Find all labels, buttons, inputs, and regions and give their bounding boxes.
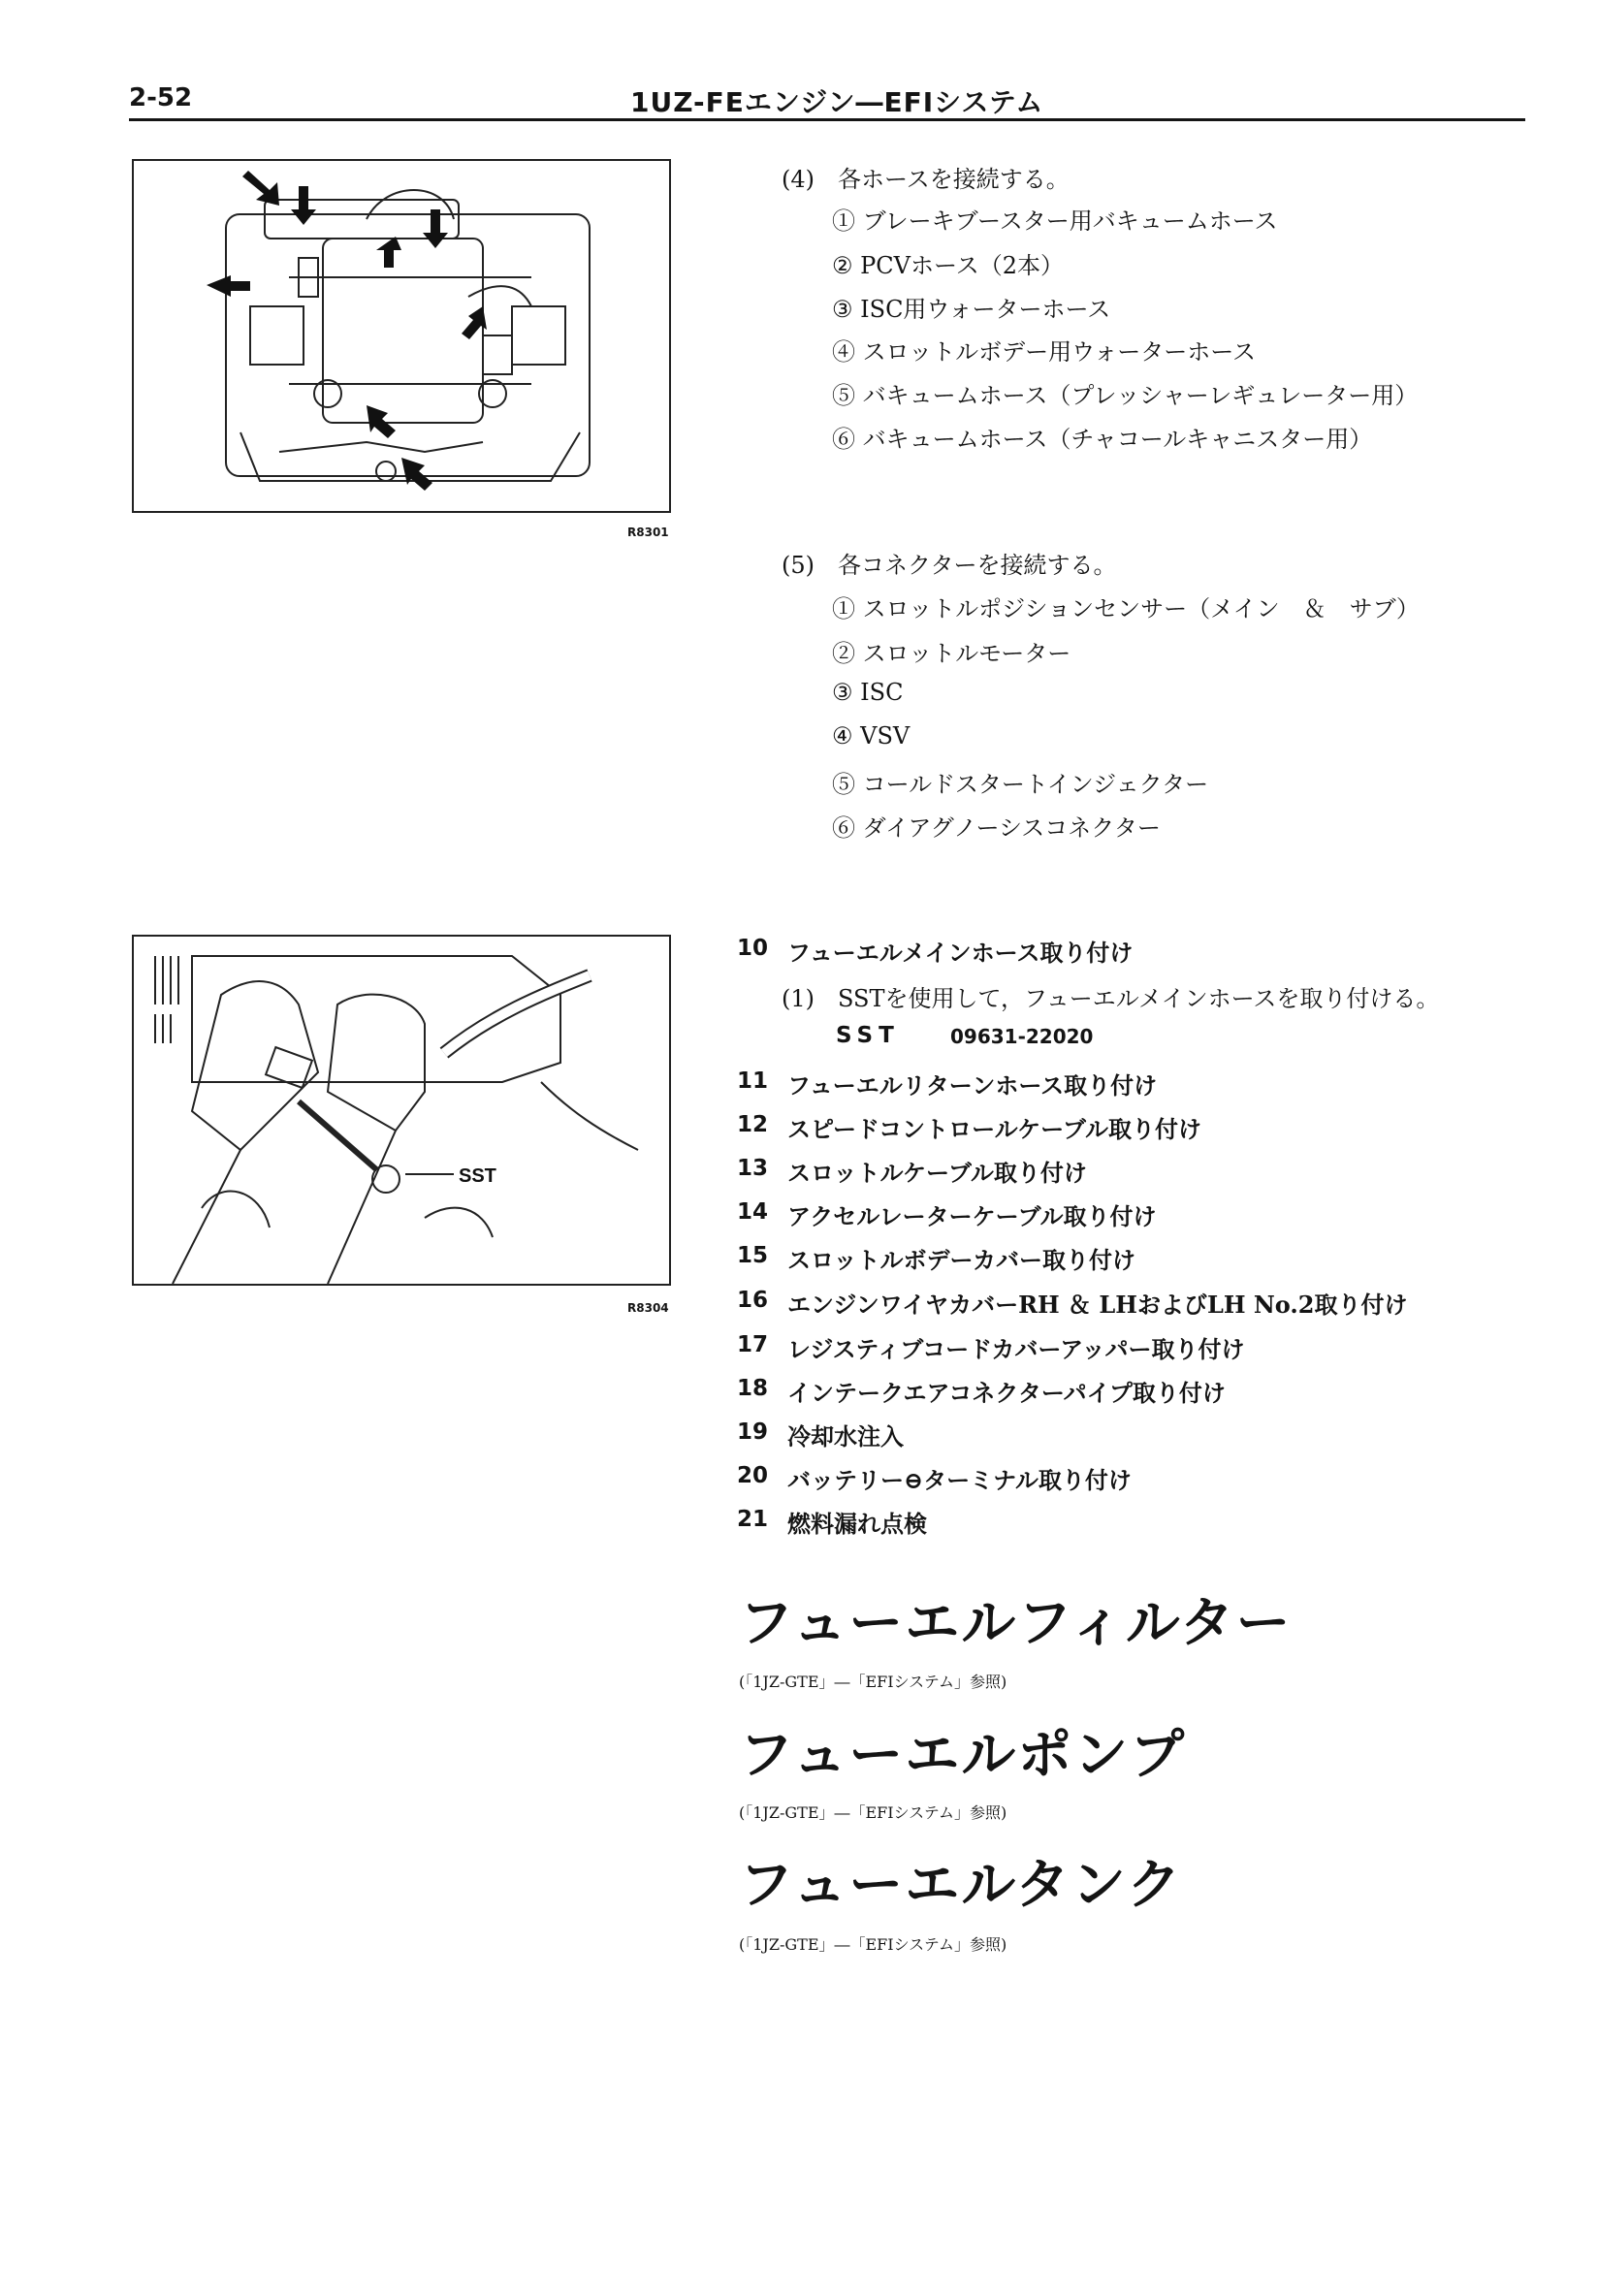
step-text: フューエルメインホース取り付け: [787, 939, 1134, 967]
step-text: レジスティブコードカバーアッパー取り付け: [787, 1335, 1245, 1363]
step-text: スロットルケーブル取り付け: [787, 1159, 1087, 1187]
list-item: ③ ISC用ウォーターホース: [832, 296, 1111, 323]
step-number: 20: [737, 1463, 769, 1488]
step-number: 14: [737, 1199, 769, 1225]
fuel-hose-drawing: [134, 937, 669, 1284]
step-number: 18: [737, 1376, 769, 1401]
arrow-icons: [207, 171, 487, 491]
list-item: ① ブレーキブースター用バキュームホース: [832, 207, 1278, 235]
arrow-icon: [291, 186, 316, 225]
intake-plenum-outline: [323, 239, 483, 423]
left-hand: [192, 981, 318, 1150]
step-number: 11: [737, 1068, 769, 1094]
list-item: ⑤ コールドスタートインジェクター: [832, 771, 1209, 798]
figure-code: R8304: [627, 1301, 669, 1315]
step-text: アクセルレーターケーブル取り付け: [787, 1202, 1157, 1230]
figure-fuel-hose-install: [132, 935, 671, 1286]
step-text: インテークエアコネクターパイプ取り付け: [787, 1379, 1226, 1407]
step-text: スピードコントロールケーブル取り付け: [787, 1115, 1201, 1143]
sst-callout: SST: [459, 1165, 496, 1187]
section-5-heading: (5) 各コネクターを接続する。: [782, 552, 1117, 579]
step-number: 21: [737, 1507, 769, 1532]
section-reference: (「1JZ-GTE」―「EFIシステム」参照): [739, 1935, 1007, 1954]
section-reference: (「1JZ-GTE」―「EFIシステム」参照): [739, 1803, 1007, 1822]
step-text: 冷却水注入: [787, 1422, 904, 1451]
section-title: フューエルポンプ: [739, 1724, 1187, 1787]
page-title: 1UZ-FEエンジン―EFIシステム: [630, 86, 1044, 118]
step-number: 15: [737, 1243, 769, 1268]
arrow-icon: [242, 171, 279, 206]
arrow-icon: [401, 458, 432, 491]
arrow-icon: [376, 237, 401, 268]
step-text: エンジンワイヤカバーRH ＆ LHおよびLH No.2取り付け: [787, 1291, 1408, 1319]
list-item: ③ ISC: [832, 679, 904, 706]
step-text: 燃料漏れ点検: [787, 1510, 927, 1538]
step-number: 13: [737, 1156, 769, 1181]
step-number: 12: [737, 1112, 769, 1137]
engine-block-outline: [226, 214, 590, 476]
step-number: 17: [737, 1332, 769, 1357]
sst-code: 09631-22020: [950, 1025, 1094, 1048]
engine-cover-ribs: [155, 956, 178, 1043]
list-item: ④ スロットルボデー用ウォーターホース: [832, 338, 1256, 366]
right-hand: [328, 995, 425, 1131]
step-text: スロットルボデーカバー取り付け: [787, 1246, 1136, 1274]
section-title: フューエルフィルター: [739, 1592, 1293, 1655]
list-item: ① スロットルポジションセンサー（メイン ＆ サブ）: [832, 595, 1420, 622]
page-number: 2-52: [129, 83, 193, 112]
list-item: ④ VSV: [832, 722, 911, 749]
sst-label: SST: [836, 1023, 900, 1048]
step-text: フューエルリターンホース取り付け: [787, 1071, 1158, 1100]
step-text: バッテリー⊖ターミナル取り付け: [787, 1466, 1132, 1494]
section-title: フューエルタンク: [739, 1854, 1183, 1917]
arrow-icon: [207, 275, 250, 297]
figure-code: R8301: [627, 526, 669, 539]
header-rule: [129, 118, 1525, 121]
list-item: ② PCVホース（2本）: [832, 252, 1065, 279]
step-number: 10: [737, 936, 769, 961]
list-item: ⑥ バキュームホース（チャコールキャニスター用）: [832, 426, 1373, 453]
step-number: 19: [737, 1419, 769, 1445]
section-4-heading: (4) 各ホースを接続する。: [782, 166, 1070, 193]
figure-engine-hoses: [132, 159, 671, 513]
list-item: ⑥ ダイアグノーシスコネクター: [832, 814, 1161, 842]
list-item: ② スロットルモーター: [832, 640, 1071, 667]
engine-hoses-drawing: [134, 161, 669, 511]
section-reference: (「1JZ-GTE」―「EFIシステム」参照): [739, 1673, 1007, 1691]
list-item: ⑤ バキュームホース（プレッシャーレギュレーター用）: [832, 382, 1419, 409]
step-substep: (1) SSTを使用して，フューエルメインホースを取り付ける。: [782, 985, 1440, 1012]
step-number: 16: [737, 1288, 769, 1313]
